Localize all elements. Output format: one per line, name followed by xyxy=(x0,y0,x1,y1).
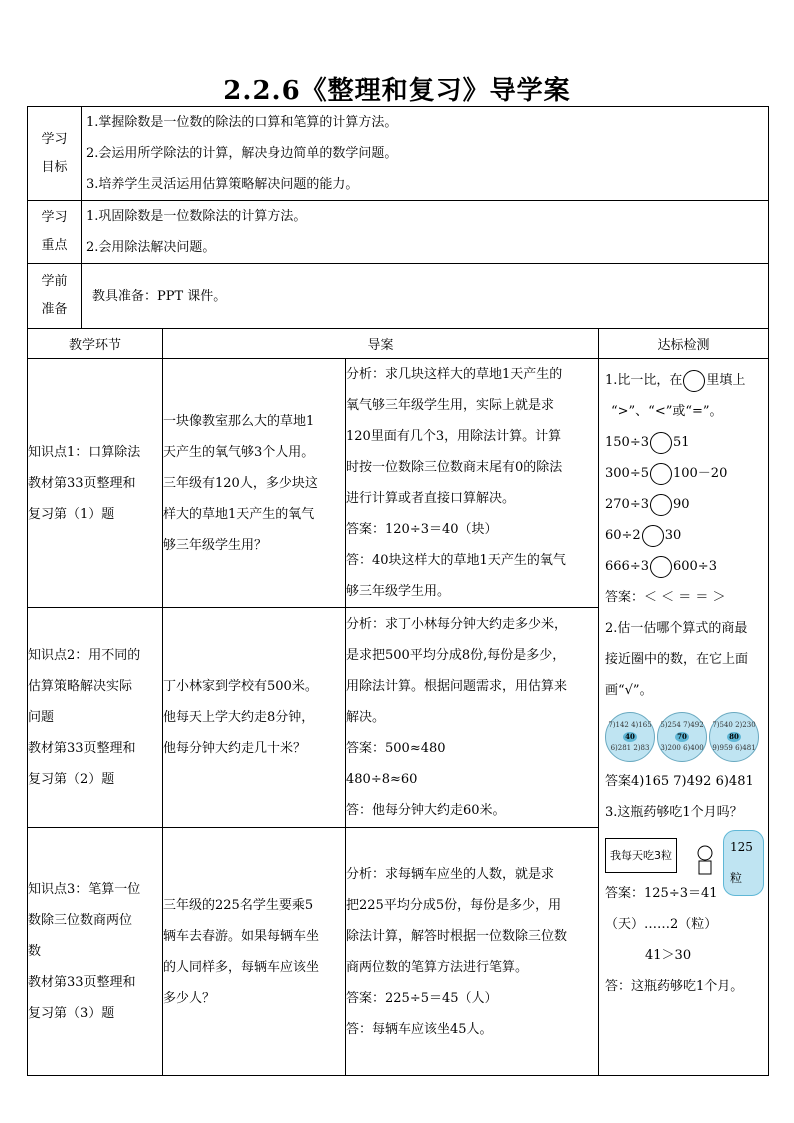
header-step: 教学环节 xyxy=(28,329,163,359)
analysis-line: 是求把500平均分成8份,每份是多少， xyxy=(346,648,566,663)
problem-line: 够三年级学生用？ xyxy=(163,537,268,553)
analysis-line: 分析：求每辆车应坐的人数，就是求 xyxy=(346,866,555,882)
problem-line: 三年级有120人，多少块这 xyxy=(163,475,318,491)
keypoint-line: 1.巩固除数是一位数除法的计算方法。 xyxy=(86,209,307,224)
objective-line: 1.掌握除数是一位数的除法的口算和笔算的计算方法。 xyxy=(86,115,398,130)
compare-right: 30 xyxy=(664,528,682,543)
step-line: 数 xyxy=(28,944,42,959)
answer-circle[interactable] xyxy=(650,432,672,454)
medicine-illustration xyxy=(605,830,764,885)
analysis-line: 答：他每分钟大约走60米。 xyxy=(346,803,506,818)
analysis-line: 答案：225÷5＝45（人） xyxy=(346,990,498,1006)
compare-item xyxy=(605,551,764,582)
compare-item xyxy=(605,458,764,489)
analysis-line: 进行计算或者直接口算解决。 xyxy=(346,491,516,506)
analysis-line: 答案：500≈480 xyxy=(346,741,446,756)
q1-title xyxy=(605,365,764,396)
wheel-center: 80 xyxy=(727,732,741,742)
q3-answer-line: 答：这瓶药够吃1个月。 xyxy=(605,979,744,994)
analysis-cell xyxy=(346,359,599,608)
prep-row xyxy=(28,264,769,329)
compare-right: 600÷3 xyxy=(672,559,717,574)
objectives-label xyxy=(28,107,82,201)
problem-line: 辆车去春游。如果每辆车坐 xyxy=(163,928,320,944)
q1-prefix: 1.比一比，在 xyxy=(605,373,683,388)
child-icon xyxy=(691,844,719,876)
analysis-line: 答：40块这样大的草地1天产生的氧气 xyxy=(346,553,566,568)
step-line: 教材第33页整理和 xyxy=(28,975,136,990)
q1-suffix: 里填上 xyxy=(706,373,746,388)
keypoint-line: 2.会用除法解决问题。 xyxy=(86,240,216,255)
problem-line: 他每天上学大约走8分钟， xyxy=(163,710,315,725)
compare-left: 60÷2 xyxy=(605,528,641,543)
answer-circle[interactable] xyxy=(650,494,672,516)
step-cell xyxy=(28,608,163,828)
step-line: 数除三位数商两位 xyxy=(28,913,133,928)
compare-item xyxy=(605,427,764,458)
analysis-line: 够三年级学生用。 xyxy=(346,584,451,599)
objectives-label-1: 学习 xyxy=(41,131,68,147)
problem-line: 三年级的225名学生要乘5 xyxy=(163,897,314,913)
prep-label-1: 学前 xyxy=(41,274,68,289)
q2-answer: 答案4)165 7)492 6)481 xyxy=(605,774,754,789)
step-line: 复习第（3）题 xyxy=(28,1006,115,1021)
wheel-top: 7)142 4)165 xyxy=(608,721,652,729)
step-line: 教材第33页整理和 xyxy=(28,741,136,756)
objectives-label-2: 目标 xyxy=(41,159,68,175)
wheel-bottom: 9)959 6)481 xyxy=(712,744,756,752)
objectives-content xyxy=(82,107,769,201)
wheel-center: 70 xyxy=(675,732,689,742)
wheel-center: 40 xyxy=(623,732,637,742)
compare-right: 51 xyxy=(672,435,690,450)
answer-circle[interactable] xyxy=(650,556,672,578)
keypoints-row xyxy=(28,201,769,264)
analysis-line: 分析：求丁小林每分钟大约走多少米， xyxy=(346,617,568,632)
keypoints-label-2: 重点 xyxy=(41,238,68,253)
q2-line: 画“√”。 xyxy=(605,683,653,698)
analysis-line: 480÷8≈60 xyxy=(346,772,418,787)
analysis-line: 答：每辆车应该坐45人。 xyxy=(346,1021,493,1037)
estimate-wheel xyxy=(657,712,707,762)
q3-title: 3.这瓶药够吃1个月吗？ xyxy=(605,805,743,820)
step-line: 估算策略解决实际 xyxy=(28,679,133,694)
problem-line: 多少人？ xyxy=(163,990,216,1006)
compare-left: 666÷3 xyxy=(605,559,649,574)
q2-line: 2.估一估哪个算式的商最 xyxy=(605,621,748,636)
answer-circle[interactable] xyxy=(642,525,664,547)
step-cell xyxy=(28,359,163,608)
estimate-wheel xyxy=(709,712,759,762)
blank-circle-icon xyxy=(683,370,705,392)
analysis-line: 除法计算，解答时根据一位数除三位数 xyxy=(346,928,568,944)
q1-answer: 答案：＜ ＜ ＝ ＝ ＞ xyxy=(605,590,726,605)
lesson-table xyxy=(27,106,769,1076)
step-line: 知识点3：笔算一位 xyxy=(28,882,141,897)
wheel-bottom: 3)200 6)400 xyxy=(660,744,704,752)
step-line: 复习第（1）题 xyxy=(28,506,115,522)
compare-right: 100－20 xyxy=(672,466,728,481)
step-line: 复习第（2）题 xyxy=(28,772,115,787)
q3-answer-line: （天）……2（粒） xyxy=(605,917,718,932)
compare-right: 90 xyxy=(672,497,690,512)
q3-answer-line: 答案：125÷3＝41 xyxy=(605,886,718,901)
page-title: 2.2.6《整理和复习》导学案 xyxy=(223,76,571,106)
header-guide: 导案 xyxy=(163,329,599,359)
compare-left: 150÷3 xyxy=(605,435,649,450)
analysis-cell xyxy=(346,828,599,1076)
wheel-top: 5)254 7)492 xyxy=(660,721,704,729)
analysis-line: 时按一位数除三位数商末尾有0的除法 xyxy=(346,460,563,475)
q1-line2: “>”、“<”或“=”。 xyxy=(611,404,723,419)
step-cell xyxy=(28,828,163,1076)
problem-line: 丁小林家到学校有500米。 xyxy=(163,679,318,694)
prep-label xyxy=(28,264,82,329)
objective-line: 3.培养学生灵活运用估算策略解决问题的能力。 xyxy=(86,177,359,192)
compare-item xyxy=(605,520,764,551)
analysis-line: 氧气够三年级学生用，实际上就是求 xyxy=(346,398,555,413)
problem-cell xyxy=(163,359,346,608)
prep-text: 教具准备：PPT 课件。 xyxy=(92,288,227,304)
problem-cell xyxy=(163,828,346,1076)
problem-line: 一块像教室那么大的草地1 xyxy=(163,413,315,429)
problem-line: 他每分钟大约走几十米？ xyxy=(163,741,307,756)
keypoints-label-1: 学习 xyxy=(41,210,68,225)
q2-line: 接近圈中的数，在它上面 xyxy=(605,652,749,667)
keypoints-content xyxy=(82,201,769,264)
estimate-wheel xyxy=(605,712,655,762)
compare-left: 300÷5 xyxy=(605,466,649,481)
analysis-line: 分析：求几块这样大的草地1天产生的 xyxy=(346,367,563,382)
compare-item xyxy=(605,489,764,520)
check-cell xyxy=(599,359,769,1076)
step-line: 问题 xyxy=(28,710,55,725)
analysis-line: 120里面有几个3，用除法计算。计算 xyxy=(346,429,562,444)
answer-circle[interactable] xyxy=(650,463,672,485)
wheel-top: 7)540 2)230 xyxy=(712,721,756,729)
step-line: 知识点1：口算除法 xyxy=(28,444,141,460)
speech-bubble: 我每天吃3粒 xyxy=(605,838,677,873)
objective-line: 2.会运用所学除法的计算，解决身边简单的数学问题。 xyxy=(86,146,398,161)
header-check: 达标检测 xyxy=(599,329,769,359)
objectives-row xyxy=(28,107,769,201)
step-line: 教材第33页整理和 xyxy=(28,475,136,491)
problem-cell xyxy=(163,608,346,828)
problem-line: 的人同样多，每辆车应该坐 xyxy=(163,959,320,975)
analysis-cell xyxy=(346,608,599,828)
problem-line: 样大的草地1天产生的氧气 xyxy=(163,506,315,522)
estimate-wheels xyxy=(605,712,764,762)
analysis-line: 商两位数的笔算方法进行笔算。 xyxy=(346,959,529,975)
pill-bottle-label: 125粒 xyxy=(723,830,764,896)
analysis-line: 解决。 xyxy=(346,710,386,725)
compare-left: 270÷3 xyxy=(605,497,649,512)
step-line: 知识点2：用不同的 xyxy=(28,648,141,663)
q3-answer-line: 41＞30 xyxy=(645,948,692,963)
prep-content xyxy=(82,264,769,329)
knowledge-row-1 xyxy=(28,359,769,608)
keypoints-label xyxy=(28,201,82,264)
wheel-bottom: 6)281 2)83 xyxy=(610,744,650,752)
prep-label-2: 准备 xyxy=(41,302,68,317)
analysis-line: 用除法计算。根据问题需求，用估算来 xyxy=(346,679,568,694)
problem-line: 天产生的氧气够3个人用。 xyxy=(163,444,315,460)
analysis-line: 把225平均分成5份，每份是多少，用 xyxy=(346,897,562,913)
analysis-line: 答案：120÷3＝40（块） xyxy=(346,522,498,537)
column-header-row xyxy=(28,329,769,359)
